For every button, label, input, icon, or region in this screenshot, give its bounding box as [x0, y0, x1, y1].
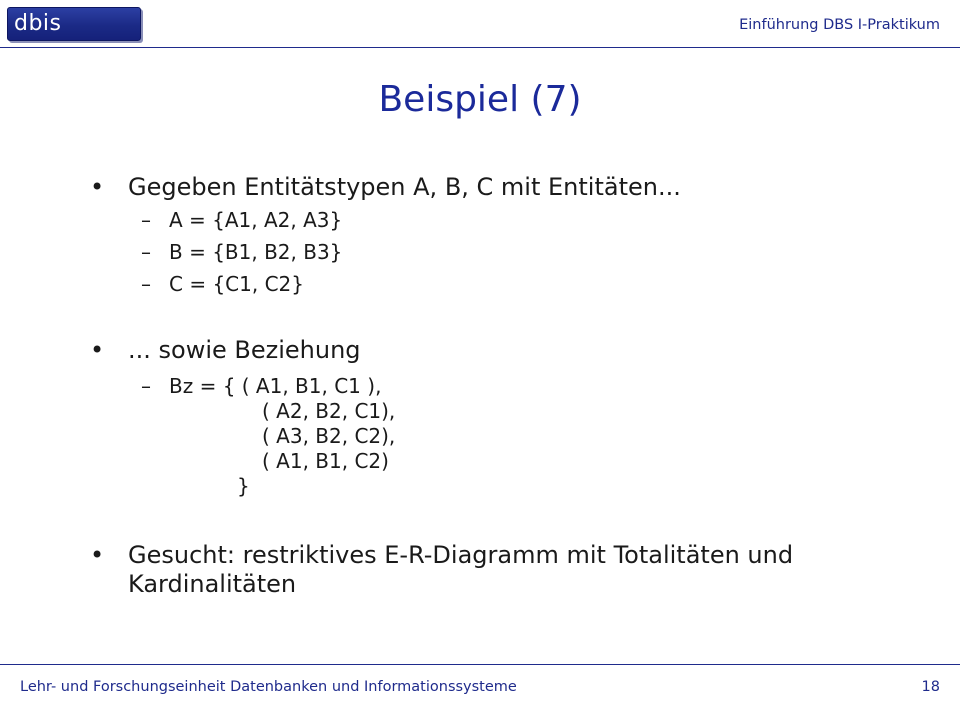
logo-text: dbis [14, 11, 62, 36]
sub-item-text: C = {C1, C2} [169, 272, 304, 296]
header-divider [0, 47, 960, 48]
slide-title: Beispiel (7) [378, 79, 582, 120]
sub-item [141, 374, 541, 398]
bullet-icon: • [90, 173, 105, 201]
footer-divider [0, 664, 960, 665]
footer-institution: Lehr- und Forschungseinheit Datenbanken und Informationssysteme [20, 679, 517, 695]
dbis-logo [7, 7, 141, 41]
dash-icon: – [141, 374, 151, 398]
relation-tuple: ( A1, B1, C2) [262, 449, 389, 473]
bullet-text: Gesucht: restriktives E-R-Diagramm mit Totalitäten und [128, 541, 794, 569]
bullet-text: Gegeben Entitätstypen A, B, C mit Entitäten... [128, 173, 681, 201]
bullet-text: ... sowie Beziehung [128, 336, 361, 364]
sub-item-text: B = {B1, B2, B3} [169, 240, 343, 264]
sub-item-text: Bz = { ( A1, B1, C1 ), [169, 374, 382, 398]
course-title: Einführung DBS I-Praktikum [739, 17, 940, 33]
dash-icon: – [141, 240, 151, 264]
sub-item [141, 272, 541, 296]
sub-item [141, 240, 541, 264]
sub-item-text: A = {A1, A2, A3} [169, 208, 343, 232]
bullet-icon: • [90, 336, 105, 364]
sub-item [141, 208, 541, 232]
dash-icon: – [141, 208, 151, 232]
closing-brace: } [237, 474, 250, 498]
dash-icon: – [141, 272, 151, 296]
relation-tuple: ( A2, B2, C1), [262, 399, 396, 423]
page-number: 18 [921, 679, 940, 695]
bullet-text: Kardinalitäten [128, 570, 297, 598]
bullet-icon: • [90, 541, 105, 569]
bullet-item [90, 336, 890, 365]
relation-tuple: ( A3, B2, C2), [262, 424, 396, 448]
bullet-item [90, 541, 930, 601]
bullet-item [90, 173, 890, 202]
